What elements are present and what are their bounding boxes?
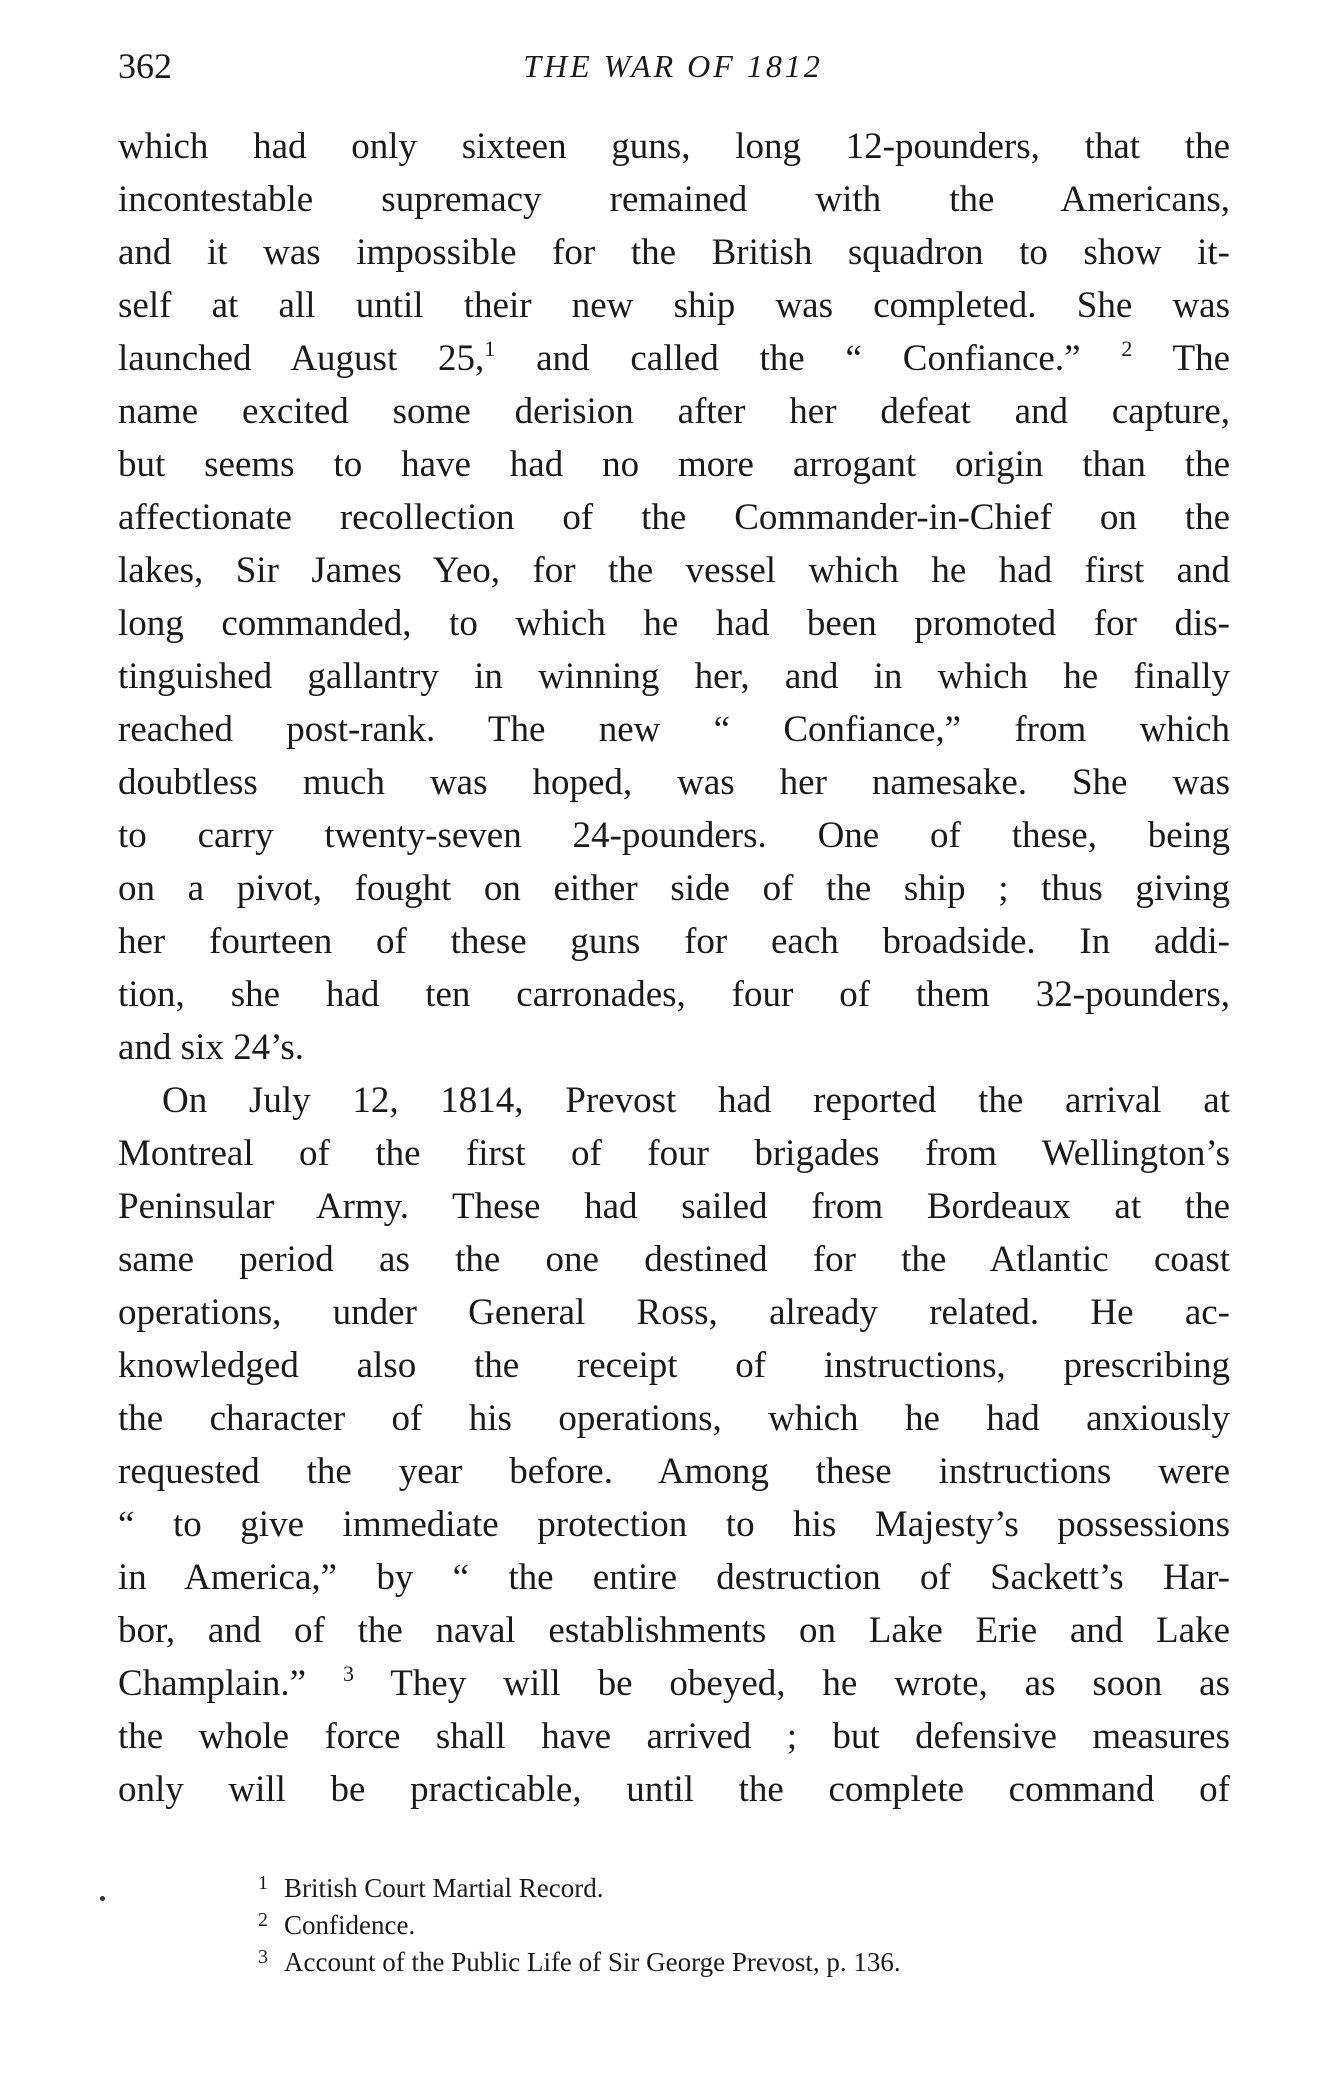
text-line: and six 24’s. [118,1027,305,1068]
text-line: and it was impossible for the British squadron to show it- [118,232,1230,273]
footnote: 3 Account of the Public Life of Sir George Prevost, p. 136. [258,1946,901,1977]
line-segment: The [1132,338,1231,379]
running-head [118,38,1228,94]
line-segment: and called the “ Confiance.” [495,338,1122,379]
text-line: knowledged also the receipt of instructions, prescribing [118,1345,1230,1386]
text-line: self at all until their new ship was completed. She was [118,285,1230,326]
footnote: 2 Confidence. [258,1909,416,1940]
text-line: long commanded, to which he had been promoted for dis- [118,603,1230,644]
footnote-text: Confidence. [284,1910,416,1940]
text-line: on a pivot, fought on either side of the ship ; thus giving [118,868,1230,909]
text-line: her fourteen of these guns for each broadside. In addi- [118,921,1230,962]
text-line: operations, under General Ross, already related. He ac- [118,1292,1230,1333]
line-segment: Champlain.” [118,1663,343,1704]
text-line: requested the year before. Among these instructions were [118,1451,1230,1492]
text-line [118,332,1230,385]
footnote-ref: 3 [342,1661,354,1686]
footnote-ref: 1 [484,336,496,361]
page-number: 362 [118,46,172,86]
footnote-ref: 2 [1121,336,1133,361]
text-line: doubtless much was hoped, was her namesake. She was [118,762,1230,803]
margin-dot [100,1896,105,1901]
text-line: bor, and of the naval establishments on Lake Erie and Lake [118,1610,1230,1651]
text-line: the whole force shall have arrived ; but defensive measures [118,1716,1230,1757]
text-line: tion, she had ten carronades, four of them 32-pounders, [118,974,1230,1015]
text-line: tinguished gallantry in winning her, and in which he finally [118,656,1230,697]
text-line: in America,” by “ the entire destruction of Sackett’s Har- [118,1557,1230,1598]
text-line: which had only sixteen guns, long 12-pounders, that the [118,126,1230,167]
text-line: Montreal of the first of four brigades from Wellington’s [118,1133,1230,1174]
text-line: reached post-rank. The new “ Confiance,” from which [118,709,1230,750]
text-line: name excited some derision after her defeat and capture, [118,391,1230,432]
footnote-text: Account of the Public Life of Sir George Prevost, p. 136. [284,1947,901,1977]
text-line: lakes, Sir James Yeo, for the vessel which he had first and [118,550,1230,591]
text-line: to carry twenty-seven 24-pounders. One of these, being [118,815,1230,856]
footnote-text: British Court Martial Record. [284,1873,604,1903]
body-text [118,120,1230,1816]
text-line: same period as the one destined for the Atlantic coast [118,1239,1230,1280]
text-line: “ to give immediate protection to his Majesty’s possessions [118,1504,1230,1545]
text-line: but seems to have had no more arrogant origin than the [118,444,1230,485]
footnotes [258,1870,1158,1981]
text-line: On July 12, 1814, Prevost had reported the arrival at [162,1080,1230,1121]
text-line: the character of his operations, which he had anxiously [118,1398,1230,1439]
text-line: Peninsular Army. These had sailed from Bordeaux at the [118,1186,1230,1227]
line-segment: launched August 25, [118,338,485,379]
text-line [118,1657,1230,1710]
footnote: 1 British Court Martial Record. [258,1872,604,1903]
line-segment: They will be obeyed, he wrote, as soon as [353,1663,1230,1704]
text-line: affectionate recollection of the Commander-in-Chief on the [118,497,1230,538]
running-title: THE WAR OF 1812 [523,48,823,84]
text-line: incontestable supremacy remained with the Americans, [118,179,1230,220]
text-line: only will be practicable, until the complete command of [118,1769,1230,1810]
